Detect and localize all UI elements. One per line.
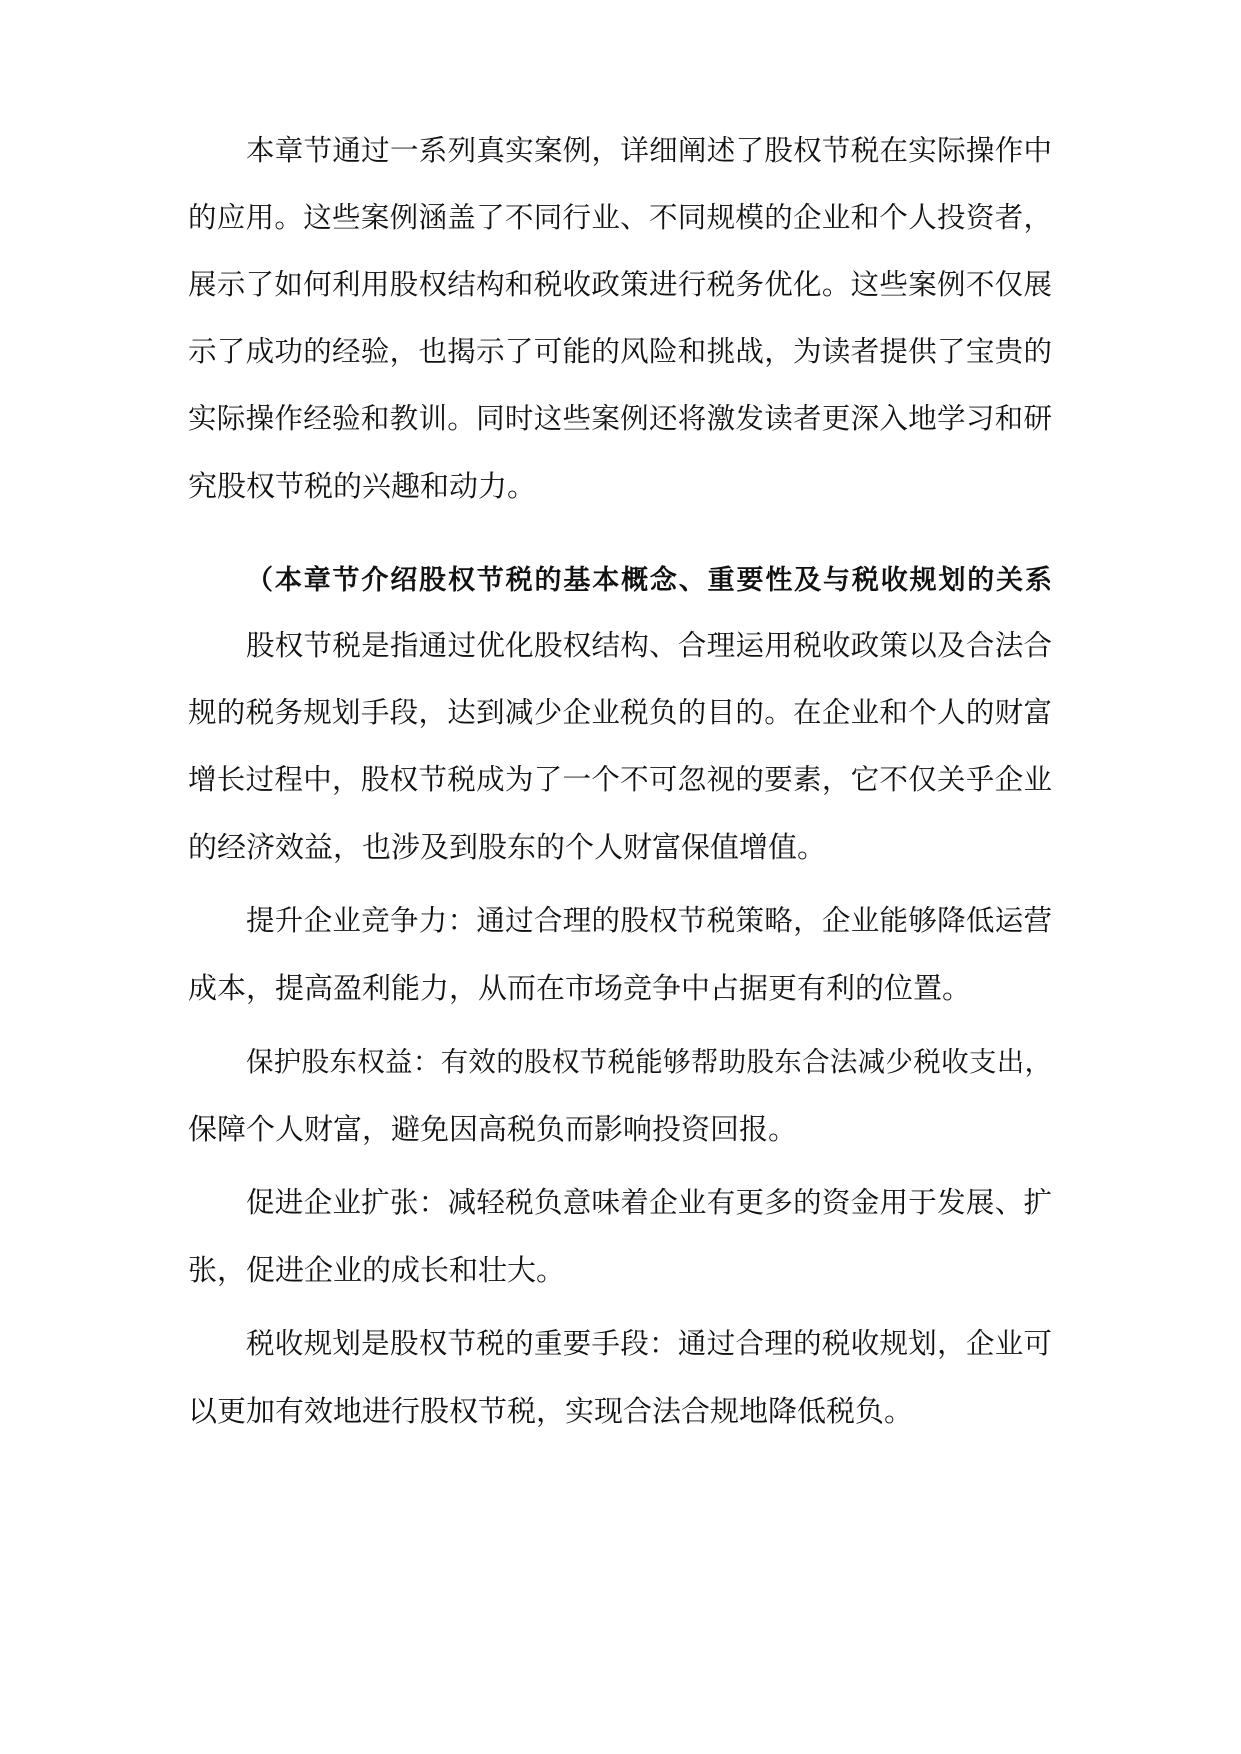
paragraph-6-line-2: 以更加有效地进行股权节税，实现合法合规地降低税负。 (188, 1394, 914, 1428)
paragraph-3-line-2: 成本，提高盈利能力，从而在市场竞争中占据更有利的位置。 (188, 971, 972, 1005)
paragraph-1-line-6: 究股权节税的兴趣和动力。 (188, 469, 537, 503)
paragraph-4-line-2: 保障个人财富，避免因高税负而影响投资回报。 (188, 1112, 798, 1146)
section-heading: （本章节介绍股权节税的基本概念、重要性及与税收规划的关系 (246, 565, 1052, 596)
paragraph-1-line-3: 展示了如何利用股权结构和税收政策进行税务优化。这些案例不仅展 (188, 268, 1052, 301)
paragraph-5-line-2: 张，促进企业的成长和壮大。 (188, 1253, 566, 1287)
paragraph-2-line-1: 股权节税是指通过优化股权结构、合理运用税收政策以及合法合 (246, 629, 1052, 662)
paragraph-1-line-1: 本章节通过一系列真实案例，详细阐述了股权节税在实际操作中 (246, 134, 1052, 167)
paragraph-4-line-1: 保护股东权益：有效的股权节税能够帮助股东合法减少税收支出， (246, 1046, 1052, 1078)
paragraph-1-line-2: 的应用。这些案例涵盖了不同行业、不同规模的企业和个人投资者， (188, 201, 1052, 234)
paragraph-2-line-4: 的经济效益，也涉及到股东的个人财富保值增值。 (188, 830, 827, 864)
paragraph-2-line-2: 规的税务规划手段，达到减少企业税负的目的。在企业和个人的财富 (188, 696, 1052, 729)
paragraph-2-line-3: 增长过程中，股权节税成为了一个不可忽视的要素，它不仅关乎企业 (188, 763, 1052, 796)
paragraph-1-line-5: 实际操作经验和教训。同时这些案例还将激发读者更深入地学习和研 (188, 402, 1052, 435)
paragraph-3-line-1: 提升企业竞争力：通过合理的股权节税策略，企业能够降低运营 (246, 904, 1052, 937)
paragraph-1-line-4: 示了成功的经验，也揭示了可能的风险和挑战，为读者提供了宝贵的 (188, 335, 1052, 368)
paragraph-5-line-1: 促进企业扩张：减轻税负意味着企业有更多的资金用于发展、扩 (246, 1186, 1052, 1219)
paragraph-6-line-1: 税收规划是股权节税的重要手段：通过合理的税收规划，企业可 (246, 1327, 1052, 1360)
